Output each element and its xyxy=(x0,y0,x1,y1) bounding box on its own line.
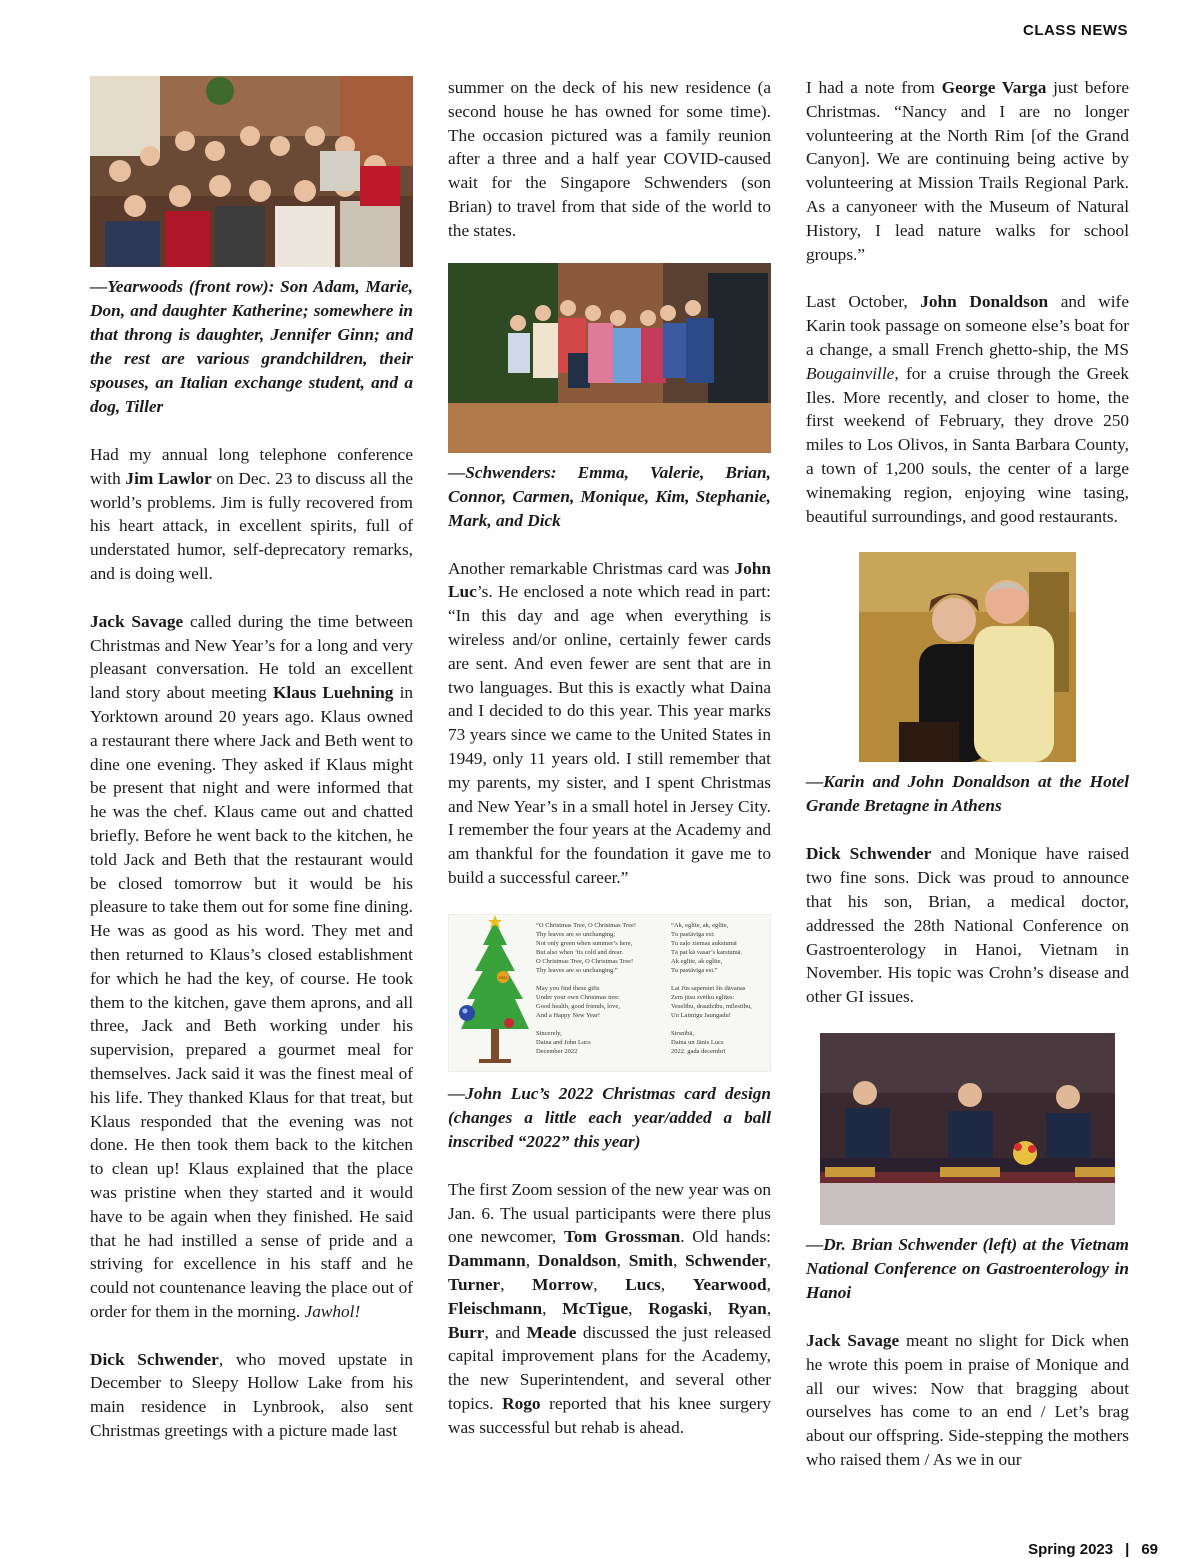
paragraph-lawlor: Had my annual long telephone conference with Jim Lawlor on Dec. 23 to discuss all the world’s problems. Jim is fully recovered from his heart attack, in excellent spirits, full of understated humor, self-deprecatory remarks, and is doing well. xyxy=(90,445,414,583)
footer-separator: | xyxy=(1125,1541,1130,1558)
paragraph-reunion: summer on the deck of his new residence (a second house he has owned for some time). The occasion pictured was a family reunion after a three and a half year COVID-caused wait for the Singapore Schwenders (son Brian) to travel from that side of the world to the states. xyxy=(448,78,771,240)
card-line xyxy=(536,975,666,984)
paragraph-schwender-sons: Dick Schwender and Monique have raised two fine sons. Dick was proud to announce that his son, Brian, a medical doctor, addressed the 28th National Conference on Gastroenterology in Hanoi, Vietnam in November. His topic was Crohn’s disease and other GI issues. xyxy=(806,844,1129,1007)
column-1 xyxy=(90,76,413,1443)
card-line: And a Happy New Year! xyxy=(536,1011,601,1019)
card-line: Sincerely, xyxy=(536,1029,562,1037)
ornament-year-label: 2022 xyxy=(498,974,508,980)
card-line: Tu pastāvīga esi: xyxy=(671,930,715,938)
page-footer xyxy=(1028,1541,1158,1558)
card-line: Zem jūsu svētku eglītes: xyxy=(671,993,735,1001)
schwenders-family-photo xyxy=(448,263,771,453)
card-latvian-text xyxy=(671,921,771,1056)
card-line: Veselību, draudzību, mīlestību, xyxy=(671,1002,752,1010)
card-line: O Christmas Tree, O Christmas Tree! xyxy=(536,957,634,965)
paragraph-varga: I had a note from George Varga just before Christmas. “Nancy and I are no longer volunteering at the North Rim [of the Grand Canyon]. We are continuing being active by volunteering at Mission Trails Regional Park. As a canyoneer with the Museum of Natural History, I lead nature walks for school groups.” xyxy=(806,78,1130,264)
card-line: Sirsnībā, xyxy=(671,1029,694,1037)
card-line xyxy=(536,1020,666,1029)
footer-season: Spring 2023 xyxy=(1028,1541,1114,1558)
card-line: Thy leaves are so unchanging.” xyxy=(536,966,618,974)
card-line: 2022. gada decembrī xyxy=(671,1047,726,1055)
ornament-blue xyxy=(459,1005,475,1021)
yearwoods-caption: —Yearwoods (front row): Son Adam, Marie, Don, and daughter Katherine; somewhere in that throng is daughter, Jennifer Ginn; and the rest are various grandchildren, their spouses, an Italian exchange student, and a dog, Tiller xyxy=(90,277,413,416)
card-line: “O Christmas Tree, O Christmas Tree! xyxy=(536,921,637,929)
paragraph-donaldson: Last October, John Donaldson and wife Karin took passage on someone else’s boat for a change, a small French ghetto-ship, the MS Bougainville, for a cruise through the Greek Iles. More recently, and closer to home, the first weekend of February, they drove 250 miles to Los Olivos, in Santa Barbara County, a town of 1,200 souls, the center of a large winemaking region, enjoying wine tasing, beautiful surroundings, and good restaurants. xyxy=(806,292,1129,526)
card-english-text xyxy=(536,921,666,1056)
card-line: Lai Jūs sapemiet šīs dāvanas xyxy=(671,984,746,992)
donaldson-caption: —Karin and John Donaldson at the Hotel Grande Bretagne in Athens xyxy=(806,772,1129,816)
christmas-card-image xyxy=(448,914,771,1072)
card-line xyxy=(671,1020,771,1029)
hanoi-caption: —Dr. Brian Schwender (left) at the Vietnam National Conference on Gastroenterology in Hanoi xyxy=(806,1234,1129,1302)
card-line: Un Laimīgu Jaungadu! xyxy=(671,1011,731,1019)
card-line: May you find these gifts xyxy=(536,984,600,992)
card-line: Not only green when summer’s here, xyxy=(536,939,633,947)
page-number: 69 xyxy=(1141,1541,1158,1558)
card-line: Daina un Jānis Lucs xyxy=(671,1038,724,1046)
card-line: But also when ’tis cold and drear. xyxy=(536,948,624,956)
card-line: Tu zaļo ziemas aukstumā xyxy=(671,939,737,947)
paragraph-savage: Jack Savage called during the time between Christmas and New Year’s for a long and very pleasant conversation. He told an excellent land story about meeting Klaus Luehning in Yorktown around 20 years ago. Klaus owned a restaurant there where Jack and Beth went to dine one evening. They asked if Klaus might be present that night and were informed that he was the chef. Klaus came out and chatted briefly. Before he went back to the kitchen, he told Jack and Beth that the restaurant would be closed tomorrow but it would be his pleasure to take them out for some fine dining. He was as good as his word. They met and then returned to Klaus’s closed establishment for which he had the key, of course. He took them to the kitchen, gave them aprons, and all three, Jack and Beth working under his supervision, prepared a gourmet meal for themselves. Jack said it was the finest meal of his life. They thanked Klaus for that treat, but Klaus responded that the evening was not done. He then took them back to the kitchen to clean up! Klaus explained that the place was pristine when they started and it would have to be again when they finished. He said that he had instilled a sense of pride and a striving for excellence in his staff and he could not countenance leaving the place out of order for them in the morning. Jawhol! xyxy=(90,611,414,1321)
hanoi-conference-photo xyxy=(820,1033,1115,1225)
column-3 xyxy=(806,76,1129,1472)
paragraph-schwender-move: Dick Schwender, who moved upstate in December to Sleepy Hollow Lake from his main residence in Lynbrook, also sent Christmas greetings with a picture made last xyxy=(90,1349,413,1441)
card-line: December 2022 xyxy=(536,1047,578,1055)
card-line: Daina and John Lucs xyxy=(536,1038,591,1046)
card-line: Tu pastāvīga esi.” xyxy=(671,966,718,974)
paragraph-luc-card: Another remarkable Christmas card was John Luc’s. He enclosed a note which read in part: “In this day and age when everything is wireless and/or online, certainly fewer cards are sent. And even fewer are sent that are in two languages. But this is exactly what Daina and I decided to do this year. This year marks 73 years since we came to the United States in 1949, only 11 years old. I still remember that my parents, my sister, and I spent Christmas and New Year’s in a small hotel in Jersey City. I remember the four years at the Academy and am thankful for the foundation it gave me to build a successful career.” xyxy=(448,558,771,887)
card-line: Ak eglīte, ak eglīte, xyxy=(671,957,723,965)
card-line xyxy=(671,975,771,984)
card-line: “Ak, eglīte, ak, eglīte, xyxy=(671,921,729,929)
paragraph-zoom-session: The first Zoom session of the new year was on Jan. 6. The usual participants were there plus one newcomer, Tom Grossman. Old hands: Dammann, Donaldson, Smith, Schwender, Turner, Morrow, Lucs, Yearwood, Fleischmann, McTigue, Rogaski, Ryan, Burr, and Meade discussed the just released capital improvement plans for the Academy, the new Superintendent, and several other topics. Rogo reported that his knee surgery was successful but rehab is ahead. xyxy=(448,1179,772,1437)
donaldson-couple-photo xyxy=(859,552,1076,762)
yearwoods-family-photo xyxy=(90,76,413,267)
card-line: Good health, good friends, love, xyxy=(536,1002,620,1010)
card-line: Thy leaves are so unchanging; xyxy=(536,930,616,938)
schwenders-caption: —Schwenders: Emma, Valerie, Brian, Connor, Carmen, Monique, Kim, Stephanie, Mark, and Dick xyxy=(448,462,771,530)
paragraph-savage-poem: Jack Savage meant no slight for Dick when he wrote this poem in praise of Monique and all our wives: Now that bragging about ourselves has come to an end / Let’s brag about our offspring. Side-stepping the mothers who raised them / As we in our xyxy=(806,1330,1130,1469)
card-line: Under your own Christmas tree: xyxy=(536,993,620,1001)
christmas-card-caption: —John Luc’s 2022 Christmas card design (changes a little each year/added a ball inscribed “2022” this year) xyxy=(448,1083,771,1151)
column-2 xyxy=(448,76,771,1440)
card-line: Tā pat kā vasar’s karstumā. xyxy=(671,948,743,956)
section-header: CLASS NEWS xyxy=(1022,22,1128,39)
